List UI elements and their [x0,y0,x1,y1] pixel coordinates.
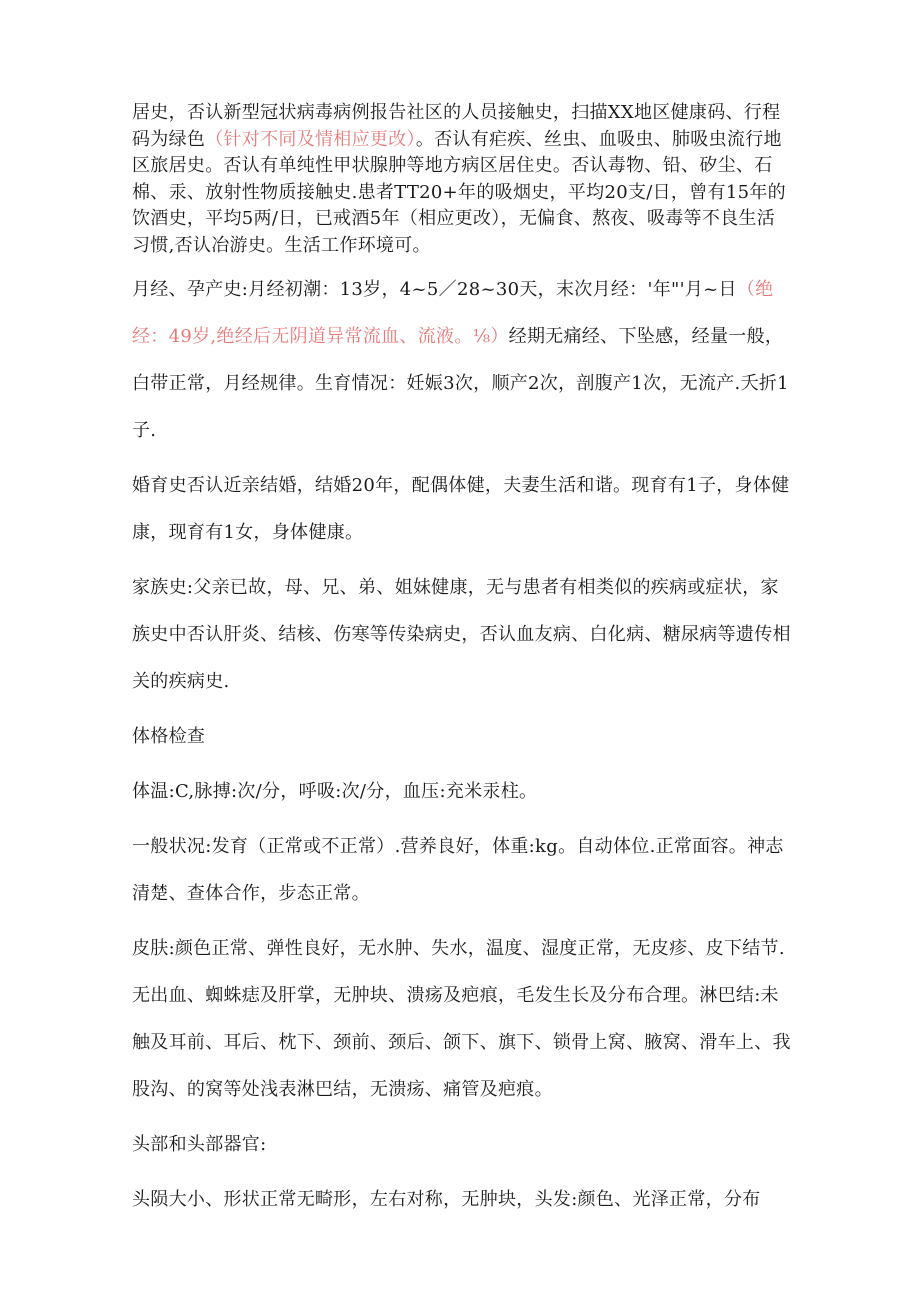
document-page [132,100,792,1223]
paragraph-skin-lymph: 皮肤:颜色正常、弹性良好，无水肿、失水，温度、湿度正常，无皮疹、皮下结节.无出血、蜘蛛痣及肝掌，无肿块、溃疡及疤痕，毛发生长及分布合理。淋巴结:未触及耳前、耳后、枕下、颈前、颈后、颌下、旗下、锁骨上窝、腋窝、滑车上、我股沟、的窝等处浅表淋巴结，无溃疡、痛管及疤痕。 [132,938,791,1100]
personal-history-text-1: 居史，否认新型冠状病毒病例报告社区的人员接触史，扫描XX地区健康码、行程码为绿色 [132,102,781,150]
paragraph-head-exam: 头陨大小、形状正常无畸形，左右对称，无肿块，头发:颜色、光泽正常，分布 [132,1189,761,1210]
menstrual-history-text-2: 经期无痛经、下坠感，经量一般，白带正常，月经规律。生育情况：妊娠3次，顺产2次，剖腹产1次，无流产.夭折1子. [132,326,789,441]
section-heading-head-organs: 头部和头部器官: [132,1134,267,1155]
personal-history-annotation: （针对不同及情相应更改） [205,128,416,150]
paragraph-menstrual-history [132,266,792,454]
menstrual-history-annotation: （绝经：49岁,绝经后无阴道异常流血、流液。⅛） [132,279,774,347]
menstrual-history-text-1: 月经、孕产史:月经初潮：13岁，4~5／28~30天，末次月经：'年"'月~日 [132,279,737,300]
paragraph-personal-history [132,100,792,259]
paragraph-family-history: 家族史:父亲已故，母、兄、弟、姐妹健康，无与患者有相类似的疾病或症状，家族史中否认肝炎、结核、伤寒等传染病史，否认血友病、白化病、糖尿病等遗传相关的疾病史. [132,577,791,692]
paragraph-marriage-history: 婚育史否认近亲结婚，结婚20年，配偶体健，夫妻生活和谐。现育有1子，身体健康，现育有1女，身体健康。 [132,475,790,543]
personal-history-text-2: 。否认有疟疾、丝虫、血吸虫、肺吸虫流行地区旅居史。否认有单纯性甲状腺肿等地方病区居住史。否认毒物、铅、矽尘、石棉、汞、放射性物质接触史.患者TT20+年的吸烟史，平均20支/日，曾有15年的饮酒史，平均5两/日，已戒酒5年（相应更改），无偏食、熬夜、吸毒等不良生活习惯,否认冶游史。生活工作环境可。 [132,128,786,256]
section-heading-physical-exam: 体格检查 [132,726,206,747]
paragraph-general-condition: 一般状况:发育（正常或不正常）.营养良好，体重:kg。自动体位.正常面容。神志清楚、查体合作，步态正常。 [132,836,784,904]
paragraph-vital-signs: 体温:C,脉搏:次/分，呼吸:次/分，血压:充米汞柱。 [132,781,538,802]
